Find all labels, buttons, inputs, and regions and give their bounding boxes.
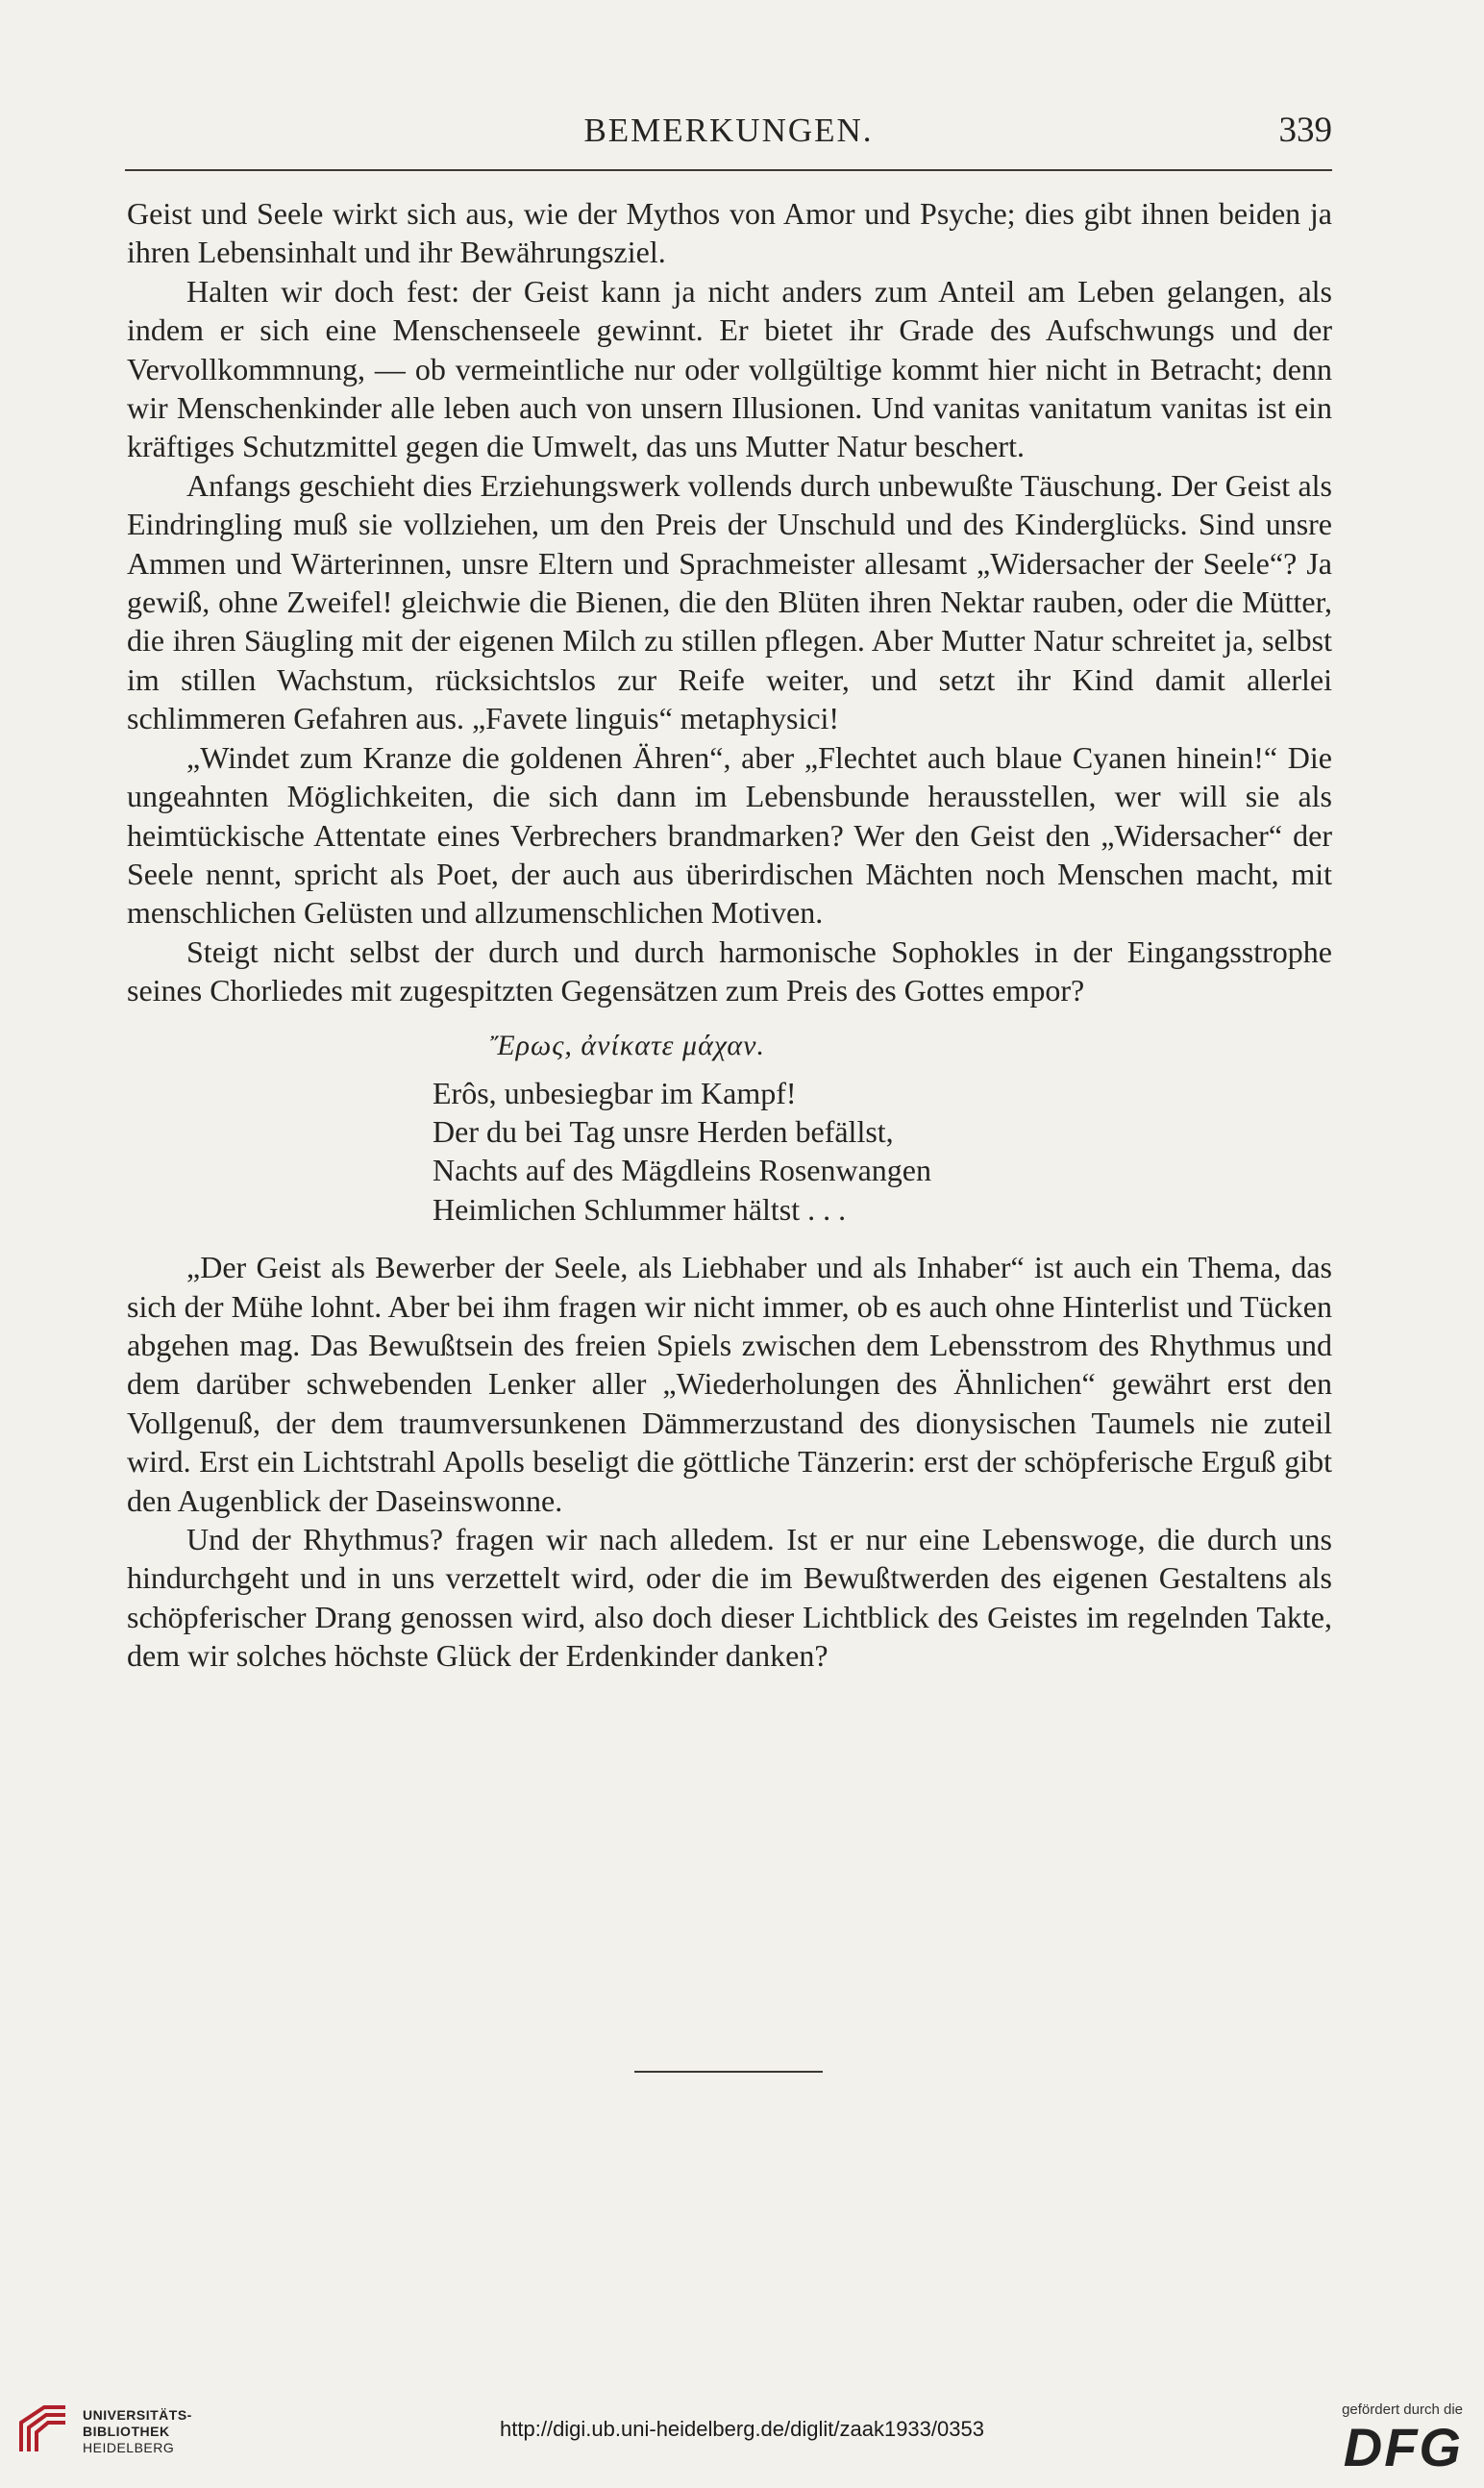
dfg-logo: DFG xyxy=(1343,2417,1463,2477)
paragraph: Und der Rhythmus? fragen wir nach alledem. Ist er nur eine Lebenswoge, die durch uns hindurchgeht und in uns verzettelt wird, oder die im Bewußtwerden des eigenen Gestaltens als schöpferischer Drang genossen wird, also doch dieser Lichtblick des Geistes im regelnden Takte, dem wir solches höchste Glück der Erdenkinder danken? xyxy=(127,1522,1332,1674)
paragraph: Anfangs geschieht dies Erziehungswerk vollends durch unbewußte Täuschung. Der Geist als Eindringling muß sie vollziehen, um den Preis der Unschuld und des Kinderglücks. Sind unsre Ammen und Wärterinnen, unsre Eltern und Sprachmeister allesamt „Widersacher der Seele“? Ja gewiß, ohne Zweifel! gleichwie die Bienen, die den Blüten ihren Nektar rauben, oder die Mütter, die ihren Säugling mit der eigenen Milch zu stillen pflegen. Aber Mutter Natur schreitet ja, selbst im stillen Wachstum, rücksichtslos zur Reife weiter, und setzt ihr Kind damit allerlei schlimmeren Gefahren aus. „Favete linguis“ metaphysici! xyxy=(127,467,1332,736)
verse-line: Der du bei Tag unsre Herden befällst, xyxy=(433,1113,894,1149)
paragraph: Steigt nicht selbst der durch und durch harmonische Sophokles in der Eingangsstrophe seines Chorliedes mit zugespitzten Gegensätzen zum Preis des Gottes empor? xyxy=(127,933,1332,1008)
body-text xyxy=(127,194,1332,1676)
paragraph: „Der Geist als Bewerber der Seele, als Liebhaber und als Inhaber“ ist auch ein Thema, das sich der Mühe lohnt. Aber bei ihm fragen wir nicht immer, ob es auch ohne Hinterlist und Tücken abgehen mag. Das Bewußtsein des freien Spiels zwischen dem Lebensstrom des Rhythmus und dem darüber schwebenden Lenker aller „Wiederholungen des Ähnlichen“ gewährt erst den Vollgenuß, der dem traumversunkenen Dämmerzustand des dionysischen Taumels nie zuteil wird. Erst ein Lichtstrahl Apolls beseligt die göttliche Tänzerin: erst der schöpferische Erguß gibt den Augenblick der Daseinswonne. xyxy=(127,1250,1332,1518)
verse-quotation xyxy=(127,1018,1332,1230)
funding-label: gefördert durch die xyxy=(1342,2401,1463,2418)
paragraph: Halten wir doch fest: der Geist kann ja nicht anders zum Anteil am Leben gelangen, als indem er sich eine Menschenseele gewinnt. Er bietet ihr Grade des Aufschwungs und der Vervollkommnung, — ob vermeintliche nur oder vollgültige kommt hier nicht in Betracht; denn wir Menschenkinder alle leben auch von unsern Illusionen. Und vanitas vanitatum vanitas ist ein kräftiges Schutzmittel gegen die Umwelt, das uns Mutter Natur beschert. xyxy=(127,273,1332,464)
paragraph: Geist und Seele wirkt sich aus, wie der Mythos von Amor und Psyche; dies gibt ihnen beiden ja ihren Lebensinhalt und ihr Bewährungsziel. xyxy=(127,196,1332,270)
funding-note xyxy=(1342,2401,1463,2476)
verse-line: Nachts auf des Mägdleins Rosenwangen xyxy=(433,1153,931,1188)
verse-line: Heimlichen Schlummer hältst . . . xyxy=(433,1191,847,1227)
greek-verse-line: Ἔρως, ἀνίκατε μάχαν. xyxy=(490,1029,765,1061)
verse-line: Erôs, unbesiegbar im Kampf! xyxy=(433,1075,797,1110)
paragraph: „Windet zum Kranze die goldenen Ähren“, aber „Flechtet auch blaue Cyanen hinein!“ Die ungeahnten Möglichkeiten, die sich dann im Lebensbunde herausstellen, wer will sie als heimtückische Attentate eines Verbrechers brandmarken? Wer den Geist den „Widersacher“ der Seele nennt, spricht als Poet, der auch aus überirdischen Mächten noch Menschen macht, mit menschlichen Gelüsten und allzumenschlichen Motiven. xyxy=(127,739,1332,931)
library-name: UNIVERSITÄTS- BIBLIOTHEK HEIDELBERG xyxy=(83,2407,192,2455)
page-number: 339 xyxy=(1278,111,1332,150)
header-rule xyxy=(125,169,1332,171)
source-url[interactable]: http://digi.ub.uni-heidelberg.de/diglit/zaak1933/0353 xyxy=(500,2417,984,2441)
digitization-footer xyxy=(0,2375,1484,2488)
section-end-rule xyxy=(634,2071,823,2073)
running-head: BEMERKUNGEN. xyxy=(583,112,874,149)
page-header xyxy=(125,108,1332,165)
